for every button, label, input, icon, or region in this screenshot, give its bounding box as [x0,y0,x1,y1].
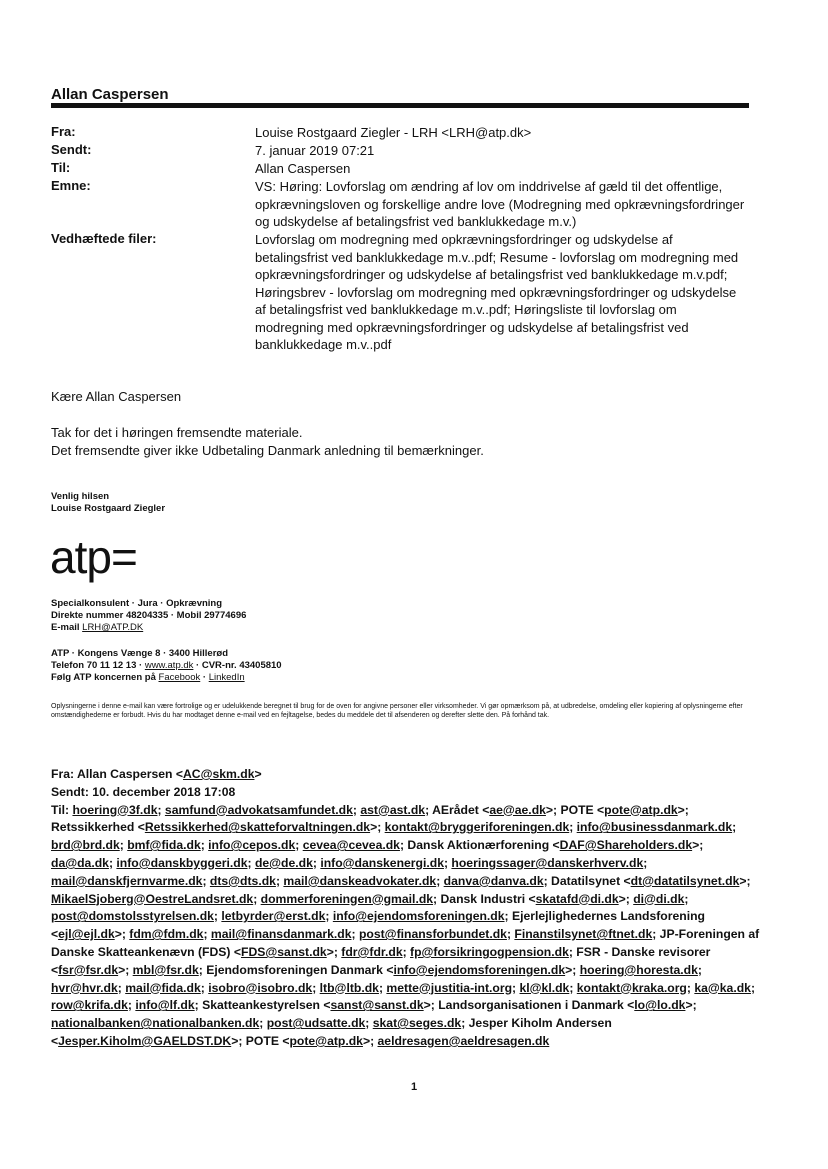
forwarded-from-close: > [254,767,262,781]
body-line-1: Tak for det i høringen fremsendte materiale. [51,425,303,440]
recipient-email-link[interactable]: nationalbanken@nationalbanken.dk [51,1016,260,1031]
recipient-separator: ; [732,820,737,835]
recipient-email-link[interactable]: dts@dts.dk [209,873,276,888]
website-link[interactable]: www.atp.dk [144,660,194,671]
recipient-email-link[interactable]: DAF@Shareholders.dk [559,838,693,853]
recipient-email-link[interactable]: post@domstolsstyrelsen.dk [51,909,214,924]
recipient-email-link[interactable]: hoering@3f.dk [72,802,158,817]
signature-email-link[interactable]: LRH@ATP.DK [82,622,144,633]
recipient-separator: ; Ejendomsforeningen Danmark < [198,962,394,977]
recipient-separator: ; [643,855,648,870]
recipient-email-link[interactable]: kl@kl.dk [519,980,570,995]
subject-value: VS: Høring: Lovforslag om ændring af lov om inddrivelse af gæld til det offentlige, opkrævningsloven og forskellige andre love (Modregning med opkrævningsfordringer og udskydelse af betalingsfrist ved banklukkedage m.v.) [255,179,745,229]
recipient-separator: ; [312,980,320,995]
recipient-email-link[interactable]: ast@ast.dk [360,802,426,817]
link-separator: · [200,672,209,683]
recipient-separator: ; [325,909,333,924]
to-label: Til: [51,160,71,175]
recipient-separator: ; [157,802,165,817]
recipient-separator: >; [692,838,704,853]
signature-email-line [51,622,143,633]
forwarded-from-label: Fra: [51,767,75,781]
recipient-separator: ; [127,998,136,1013]
recipient-email-link[interactable]: post@finansforbundet.dk [358,927,507,942]
recipient-separator: >; Landsorganisationen i Danmark < [423,998,635,1013]
body-line-2: Det fremsendte giver ikke Udbetaling Danmark anledning til bemærkninger. [51,443,484,458]
phone-prefix: Telefon 70 11 12 13 · [51,660,145,671]
recipient-email-link[interactable]: hoeringssager@danskerhverv.dk [451,855,644,870]
recipient-separator: ; [365,1016,373,1031]
recipient-email-link[interactable]: info@businessdanmark.dk [576,820,733,835]
to-value: Allan Caspersen [255,161,351,176]
recipient-separator: ; [119,838,128,853]
recipient-email-link[interactable]: skat@seges.dk [372,1016,462,1031]
recipient-email-link[interactable]: mail@danskeadvokater.dk [283,873,437,888]
recipient-separator: ; [200,838,209,853]
recipient-separator: ; [275,873,284,888]
recipient-email-link[interactable]: mbl@fsr.dk [132,962,199,977]
recipient-separator: ; Datatilsynet < [543,873,631,888]
signature-follow-line [51,672,245,683]
recipient-email-link[interactable]: da@da.dk [51,855,109,870]
recipient-separator: ; Dansk Aktionærforening < [399,838,560,853]
recipient-email-link[interactable]: FDS@sanst.dk [241,944,327,959]
recipient-email-link[interactable]: mail@fida.dk [125,980,201,995]
signature-phone-line [51,660,282,671]
forwarded-sent [51,784,761,802]
recipient-email-link[interactable]: mail@finansdanmark.dk [210,927,352,942]
recipient-email-link[interactable]: de@de.dk [254,855,313,870]
forwarded-to [51,802,761,1051]
recipient-separator: ; [295,838,303,853]
signature-title: Specialkonsulent · Jura · Opkrævning [51,598,223,609]
subject-label: Emne: [51,178,91,193]
recipient-separator: >; [618,891,634,906]
recipient-separator: ; [443,855,452,870]
recipient-email-link[interactable]: kontakt@kraka.org [576,980,687,995]
recipient-email-link[interactable]: di@di.dk [633,891,685,906]
recipient-email-link[interactable]: lo@lo.dk [634,998,686,1013]
recipient-email-link[interactable]: info@lf.dk [135,998,195,1013]
recipient-separator: ; [108,855,117,870]
recipient-separator: >; [370,820,385,835]
recipient-separator: >; [565,962,580,977]
cvr-text: · CVR-nr. 43405810 [193,660,282,671]
recipient-email-link[interactable]: info@cepos.dk [208,838,296,853]
recipient-email-link[interactable]: pote@atp.dk [604,802,678,817]
recipient-separator: >; [114,927,130,942]
recipient-email-link[interactable]: info@ejendomsforeningen.dk [332,909,505,924]
recipient-separator: ; [436,873,444,888]
recipient-email-link[interactable]: mail@danskfjernvarme.dk [51,873,203,888]
recipient-separator: ; Jesper Kiholm Andersen < [51,1016,612,1048]
recipient-separator: ; JP-Foreningen af Danske Skatteankenævn (FDS) < [51,927,760,959]
recipient-email-link[interactable]: info@danskbyggeri.dk [116,855,248,870]
recipient-separator: ; [512,980,520,995]
signature-closing: Venlig hilsen [51,491,110,502]
recipient-email-link[interactable]: isobro@isobro.dk [208,980,313,995]
forwarded-message [51,766,761,1051]
recipient-separator: ; [697,962,702,977]
recipient-email-link[interactable]: Finanstilsynet@ftnet.dk [514,927,653,942]
recipient-email-link[interactable]: info@danskenergi.dk [320,855,444,870]
recipient-email-link[interactable]: fdr@fdr.dk [341,944,403,959]
recipient-email-link[interactable]: info@ejendomsforeningen.dk [393,962,566,977]
header-rule [51,103,749,108]
recipient-separator: ; [312,855,321,870]
forwarded-from-email[interactable]: AC@skm.dk [182,767,255,781]
recipient-separator: >; POTE < [545,802,605,817]
recipient-separator: ; Skatteankestyrelsen < [194,998,331,1013]
linkedin-link[interactable]: LinkedIn [208,672,245,683]
attachments-label: Vedhæftede filer: [51,231,157,246]
forwarded-from-value: Allan Caspersen < [74,767,183,781]
recipient-email-link[interactable]: row@krifa.dk [51,998,128,1013]
recipient-email-link[interactable]: hvr@hvr.dk [51,980,118,995]
recipient-separator: ; [750,980,756,995]
recipient-separator: ; [569,820,577,835]
recipient-separator: >; [326,944,342,959]
recipient-email-link[interactable]: dt@datatilsynet.dk [630,873,740,888]
recipient-separator: ; [351,927,359,942]
forwarded-sent-label: Sendt: [51,784,89,799]
recipient-email-link[interactable]: danva@danva.dk [443,873,544,888]
recipient-email-link[interactable]: fp@forsikringogpension.dk [410,944,569,959]
recipient-email-link[interactable]: ae@ae.dk [489,802,546,817]
recipient-email-link[interactable]: sanst@sanst.dk [330,998,424,1013]
recipient-separator: ; [253,891,261,906]
recipient-separator: >; [362,1033,378,1048]
recipient-separator: ; [213,909,222,924]
recipient-email-link[interactable]: ejl@ejl.dk [58,927,115,942]
page-number: 1 [410,1081,418,1093]
recipient-email-link[interactable]: fsr@fsr.dk [58,962,119,977]
recipient-separator: ; [686,980,695,995]
recipient-separator: ; Ejerlejlighedernes Landsforening < [51,909,705,942]
recipient-email-link[interactable]: Retssikkerhed@skatteforvaltningen.dk [144,820,371,835]
recipient-separator: >; [685,998,697,1013]
sent-value: 7. januar 2019 07:21 [255,143,375,158]
recipient-separator: ; [200,980,209,995]
greeting: Kære Allan Caspersen [51,389,182,404]
recipient-email-link[interactable]: ltb@ltb.dk [319,980,379,995]
recipient-email-link[interactable]: Jesper.Kiholm@GAELDST.DK [58,1033,232,1048]
recipient-email-link[interactable]: ka@ka.dk [694,980,751,995]
recipient-email-link[interactable]: letbyrder@erst.dk [221,909,326,924]
recipient-email-link[interactable]: bmf@fida.dk [127,838,201,853]
recipient-email-link[interactable]: brd@brd.dk [51,838,120,853]
signature-address: ATP · Kongens Vænge 8 · 3400 Hillerød [51,648,229,659]
follow-prefix: Følg ATP koncernen på [51,672,159,683]
recipient-separator: ; FSR - Danske revisorer < [51,944,711,977]
recipient-separator: ; [684,891,689,906]
recipient-separator: ; [247,855,255,870]
attachments-value[interactable]: Lovforslag om modregning med opkrævningsfordringer og udskydelse af betalingsfrist ved banklukkedage m.v..pdf; Resume - lovforslag om modregning med opkrævningsfordringer og udskydelse af betalingsfrist ved banklukkedage m.v.pdf; Høringsbrev - lovforslag om modregning med opkrævningsfordringer og udskydelse af betalingsfrist ved banklukkedage m.v..pdf; Høringsliste til lovforslag om modregning med opkrævningsfordringer og udskydelse af betalingsfrist ved banklukkedage m.v..pdf [255,232,739,352]
recipient-separator: ; [203,927,211,942]
from-value: Louise Rostgaard Ziegler - LRH <LRH@atp.dk> [255,125,532,140]
recipient-separator: >; [739,873,751,888]
recipient-email-link[interactable]: hoering@horesta.dk [579,962,698,977]
recipient-separator: >; [118,962,133,977]
recipient-separator: ; [506,927,515,942]
recipient-separator: ; [259,1016,267,1031]
recipient-email-link[interactable]: cevea@cevea.dk [302,838,400,853]
recipient-email-link[interactable]: mette@justitia-int.org [386,980,513,995]
recipient-list [51,803,759,1048]
signature-phones: Direkte nummer 48204335 · Mobil 29774696 [51,610,247,621]
recipient-separator: ; [117,980,126,995]
atp-logo: atp= [50,531,137,583]
recipient-email-link[interactable]: dommerforeningen@gmail.dk [260,891,434,906]
recipient-email-link[interactable]: kontakt@bryggeriforeningen.dk [384,820,570,835]
recipient-email-link[interactable]: MikaelSjoberg@OestreLandsret.dk [51,891,254,906]
recipient-email-link[interactable]: pote@atp.dk [289,1033,363,1048]
document-owner-name: Allan Caspersen [51,86,169,103]
recipient-separator: ; AErådet < [425,802,490,817]
recipient-separator: ; [569,980,577,995]
forwarded-from [51,766,761,784]
recipient-email-link[interactable]: aeldresagen@aeldresagen.dk [377,1033,550,1048]
sent-label: Sendt: [51,142,92,157]
recipient-separator: >; POTE < [231,1033,290,1048]
signature-name: Louise Rostgaard Ziegler [51,503,166,514]
recipient-separator: ; [378,980,387,995]
recipient-email-link[interactable]: skatafd@di.dk [535,891,619,906]
forwarded-to-label: Til: [51,802,70,817]
recipient-separator: ; Dansk Industri < [433,891,536,906]
recipient-email-link[interactable]: post@udsatte.dk [266,1016,366,1031]
recipient-email-link[interactable]: fdm@fdm.dk [129,927,204,942]
disclaimer: Oplysningerne i denne e-mail kan være fortrolige og er udelukkende beregnet til brug for de oven for angivne personer eller virksomheder. Vi gør opmærksom på, at udbredelse, omdeling eller kopiering af oplysningerne efter omstændighederne er forbudt. Hvis du har modtaget denne e-mail ved en fejltagelse, bedes du meddele det til afsenderen og derefter slette den. På forhånd tak. [51,703,743,719]
facebook-link[interactable]: Facebook [158,672,201,683]
recipient-separator: ; [352,802,361,817]
email-prefix: E-mail [51,622,83,633]
forwarded-sent-value: 10. december 2018 17:08 [88,784,236,799]
recipient-email-link[interactable]: samfund@advokatsamfundet.dk [164,802,353,817]
recipient-separator: >; Retssikkerhed < [51,802,689,835]
from-label: Fra: [51,124,76,139]
recipient-separator: ; [202,873,210,888]
recipient-separator: ; [402,944,411,959]
